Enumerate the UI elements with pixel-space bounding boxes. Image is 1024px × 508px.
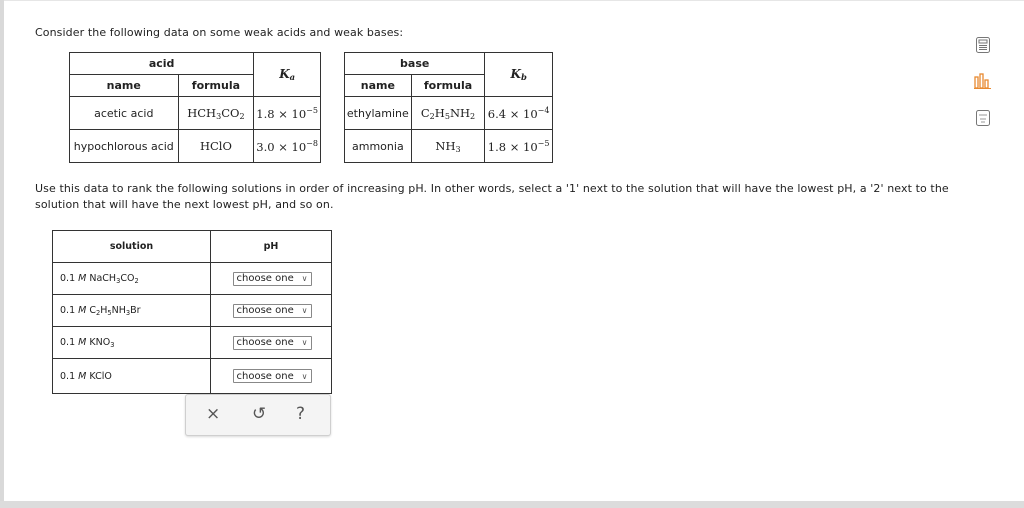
ph-cell: [211, 263, 332, 295]
chevron-down-icon: ∨: [301, 274, 308, 283]
top-border: [0, 0, 1024, 1]
periodic-table-icon[interactable]: [974, 109, 992, 127]
ka-header: $K_a$: [254, 53, 321, 97]
acid-group-header: acid: [70, 53, 254, 75]
chevron-down-icon: ∨: [301, 306, 308, 315]
base-name-cell: ammonia: [345, 130, 412, 163]
ph-cell: [211, 359, 332, 394]
acid-formula-header: formula: [178, 75, 254, 97]
answer-action-bar: [185, 394, 331, 436]
chevron-down-icon: ∨: [301, 371, 308, 381]
help-icon[interactable]: ?: [296, 404, 306, 424]
ph-rank-dropdown[interactable]: choose one ∨: [233, 369, 312, 383]
base-name-cell: ethylamine: [345, 97, 412, 130]
base-formula-header: formula: [411, 75, 485, 97]
base-formula-cell: $NH_3$: [411, 130, 485, 163]
kb-header: $K_b$: [485, 53, 553, 97]
solution-ranking-table: [52, 230, 332, 394]
solution-cell: 0.1 M $KNO_3$: [53, 327, 211, 359]
solution-header: solution: [53, 231, 211, 263]
ph-rank-dropdown[interactable]: choose one ∨: [233, 336, 312, 350]
base-table: [344, 52, 553, 163]
kb-value-cell: $6.4 \times 10^{-4}$: [485, 97, 553, 130]
acid-formula-cell: $HCH_3CO_2$: [178, 97, 254, 130]
bottom-scroll-strip: [0, 501, 1024, 508]
acid-name-header: name: [70, 75, 179, 97]
undo-icon[interactable]: ↺: [252, 404, 267, 424]
bar-chart-icon[interactable]: [974, 72, 992, 90]
clear-icon[interactable]: ×: [206, 404, 221, 424]
instruction-text: Use this data to rank the following solutions in order of increasing pH. In other words, select a '1' next to the solution that will have the lowest pH, a '2' next to the solution that will have the next lowest pH, and so on.: [35, 182, 949, 211]
ka-value-cell: $1.8 \times 10^{-5}$: [254, 97, 321, 130]
ph-cell: [211, 295, 332, 327]
base-group-header: base: [345, 53, 485, 75]
intro-text: Consider the following data on some weak acids and weak bases:: [35, 26, 404, 39]
acid-name-cell: hypochlorous acid: [70, 130, 179, 163]
acid-table: [69, 52, 321, 163]
solution-cell: 0.1 M $NaCH_3CO_2$: [53, 263, 211, 295]
solution-cell: 0.1 M KClO: [53, 359, 211, 394]
ph-cell: [211, 327, 332, 359]
base-formula-cell: $C_2H_5NH_2$: [411, 97, 485, 130]
chevron-down-icon: ∨: [301, 338, 308, 347]
left-border: [0, 0, 4, 508]
acid-formula-cell: HClO: [178, 130, 254, 163]
base-name-header: name: [345, 75, 412, 97]
acid-name-cell: acetic acid: [70, 97, 179, 130]
kb-value-cell: $1.8 \times 10^{-5}$: [485, 130, 553, 163]
ka-value-cell: $3.0 \times 10^{-8}$: [254, 130, 321, 163]
calculator-icon[interactable]: [974, 36, 992, 54]
solution-cell: 0.1 M $C_2H_5NH_3Br$: [53, 295, 211, 327]
ph-rank-dropdown[interactable]: choose one ∨: [233, 272, 312, 286]
ph-header: pH: [211, 231, 332, 263]
ph-rank-dropdown[interactable]: choose one ∨: [233, 304, 312, 318]
